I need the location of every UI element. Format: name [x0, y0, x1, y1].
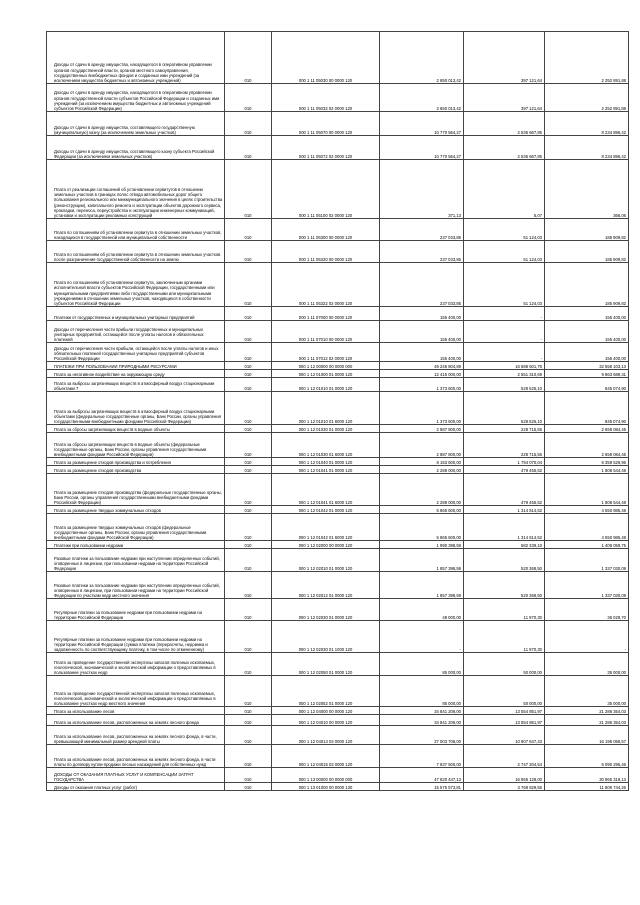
- row-plan-cell: 1 990 398,59: [380, 541, 464, 549]
- table-row: [47, 433, 629, 458]
- row-plan-cell: 15 575 573,81: [380, 783, 464, 791]
- row-fact-cell: 50 000,00: [464, 676, 545, 707]
- row-code-cell: 010: [225, 745, 272, 768]
- table-row: [47, 768, 629, 783]
- row-fact-cell: 1 314 614,52: [464, 514, 545, 541]
- row-code-cell: 010: [225, 541, 272, 549]
- row-fact-cell: 10 807 647,43: [464, 726, 545, 745]
- row-plan-cell: 371,13: [380, 160, 464, 219]
- row-fact-cell: 582 339,10: [464, 541, 545, 549]
- table-row: [47, 726, 629, 745]
- row-fact-cell: 1 794 070,04: [464, 458, 545, 466]
- row-kbk-cell: 000 1 11 05320 00 0000 120: [272, 241, 380, 263]
- table-row: [47, 370, 629, 378]
- row-fact-cell: 228 715,55: [464, 433, 545, 458]
- row-kbk-cell: 000 1 12 02050 01 0000 120: [272, 653, 380, 676]
- row-kbk-cell: 000 1 12 01010 01 6000 120: [272, 392, 380, 425]
- row-fact-cell: 397 121,64: [464, 84, 545, 112]
- row-code-cell: 010: [225, 514, 272, 541]
- row-rest-cell: 845 074,90: [545, 378, 629, 392]
- row-rest-cell: 155 400,00: [545, 343, 629, 362]
- row-name-cell: Плата за использование лесов, расположенных на землях лесного фонда: [47, 715, 225, 726]
- row-kbk-cell: 000 1 12 01000 01 0000 120: [272, 370, 380, 378]
- row-rest-cell: 11 806 744,26: [545, 783, 629, 791]
- row-rest-cell: 2 659 084,45: [545, 425, 629, 433]
- row-plan-cell: 85 000,00: [380, 653, 464, 676]
- table-row: [47, 160, 629, 219]
- row-fact-cell: 397 121,64: [464, 32, 545, 84]
- row-plan-cell: 8 153 600,00: [380, 458, 464, 466]
- table-row: [47, 84, 629, 112]
- row-plan-cell: 49 246 804,89: [380, 362, 464, 370]
- row-code-cell: 010: [225, 343, 272, 362]
- row-kbk-cell: 000 1 12 04014 02 0000 120: [272, 726, 380, 745]
- row-plan-cell: 2 650 013,42: [380, 32, 464, 84]
- row-fact-cell: -: [464, 307, 545, 321]
- row-name-cell: Плата за размещение отходов производства и потребления: [47, 458, 225, 466]
- row-code-cell: 010: [225, 241, 272, 263]
- row-plan-cell: 2 288 000,00: [380, 474, 464, 506]
- row-plan-cell: 10 770 564,27: [380, 112, 464, 136]
- row-kbk-cell: 000 1 13 00000 00 0000 000: [272, 768, 380, 783]
- row-plan-cell: 1 857 398,59: [380, 549, 464, 572]
- row-plan-cell: 2 887 800,00: [380, 425, 464, 433]
- table-row: [47, 707, 629, 715]
- row-name-cell: Разовые платежи за пользование недрами при наступлении определенных событий, оговоренных в лицензии, при пользовании недрами на территории Российской Федерации: [47, 549, 225, 572]
- row-fact-cell: 1 314 614,52: [464, 506, 545, 514]
- row-fact-cell: 13 554 851,97: [464, 715, 545, 726]
- row-kbk-cell: 000 1 12 04000 00 0000 120: [272, 707, 380, 715]
- row-rest-cell: 1 408 059,75: [545, 541, 629, 549]
- row-plan-cell: 2 650 013,42: [380, 84, 464, 112]
- row-kbk-cell: 000 1 12 01030 01 6000 120: [272, 433, 380, 458]
- row-fact-cell: 5,07: [464, 160, 545, 219]
- row-fact-cell: 11 970,30: [464, 599, 545, 621]
- row-fact-cell: 16 855 128,00: [464, 768, 545, 783]
- row-kbk-cell: 000 1 12 02030 01 0000 120: [272, 599, 380, 621]
- row-kbk-cell: 000 1 12 02030 01 1000 120: [272, 621, 380, 653]
- row-name-cell: Доходы от сдачи в аренду имущества, составляющего казну субъекта Российской Федерации (за исключением земельных участков): [47, 136, 225, 160]
- row-rest-cell: 366,06: [545, 160, 629, 219]
- row-plan-cell: 155 400,00: [380, 307, 464, 321]
- row-rest-cell: 4 550 985,48: [545, 506, 629, 514]
- row-fact-cell: 520 368,50: [464, 572, 545, 599]
- row-plan-cell: 5 865 600,00: [380, 506, 464, 514]
- row-rest-cell: 1 337 030,09: [545, 572, 629, 599]
- table-row: [47, 263, 629, 307]
- table-row: [47, 783, 629, 791]
- row-fact-cell: -: [464, 343, 545, 362]
- row-rest-cell: 21 286 354,03: [545, 715, 629, 726]
- row-kbk-cell: 000 1 11 05030 00 0000 120: [272, 32, 380, 84]
- row-plan-cell: 7 837 500,00: [380, 745, 464, 768]
- row-fact-cell: 51 124,03: [464, 263, 545, 307]
- row-rest-cell: 185 909,82: [545, 241, 629, 263]
- row-name-cell: Плата за сбросы загрязняющих веществ в водные объекты: [47, 425, 225, 433]
- row-rest-cell: 9 863 689,31: [545, 370, 629, 378]
- row-kbk-cell: 000 1 12 04015 02 0000 120: [272, 745, 380, 768]
- row-name-cell: Платежи от государственных и муниципальных унитарных предприятий: [47, 307, 225, 321]
- row-rest-cell: 32 558 103,13: [545, 362, 629, 370]
- row-code-cell: 010: [225, 572, 272, 599]
- row-code-cell: 010: [225, 653, 272, 676]
- row-fact-cell: 51 124,03: [464, 241, 545, 263]
- row-code-cell: 010: [225, 362, 272, 370]
- table-row: [47, 241, 629, 263]
- row-kbk-cell: 000 1 12 01010 01 0000 120: [272, 378, 380, 392]
- table-row: [47, 32, 629, 84]
- row-name-cell: Плата за проведение государственной экспертизы запасов полезных ископаемых, геологической, экономической и экологической информации о предоставляемых в пользование участках недр местного значения: [47, 676, 225, 707]
- row-plan-cell: 34 841 206,00: [380, 715, 464, 726]
- row-fact-cell: 479 455,52: [464, 466, 545, 474]
- row-code-cell: 010: [225, 707, 272, 715]
- table-row: [47, 676, 629, 707]
- row-plan-cell: 2 288 000,00: [380, 466, 464, 474]
- table-row: [47, 112, 629, 136]
- row-plan-cell: 2 887 800,00: [380, 433, 464, 458]
- row-plan-cell: 47 820 447,13: [380, 768, 464, 783]
- row-name-cell: Доходы от перечисления части прибыли, остающейся после уплаты налогов и иных обязательных платежей государственных унитарных предприятий субъектов Российской Федерации: [47, 343, 225, 362]
- row-plan-cell: 27 003 706,00: [380, 726, 464, 745]
- row-rest-cell: -: [545, 621, 629, 653]
- row-fact-cell: 528 525,10: [464, 378, 545, 392]
- revenue-table: [46, 31, 629, 791]
- row-fact-cell: 11 970,30: [464, 621, 545, 653]
- table-row: [47, 514, 629, 541]
- row-kbk-cell: 000 1 11 05100 02 0000 120: [272, 160, 380, 219]
- row-name-cell: Плата за сбросы загрязняющих веществ в водные объекты (федеральные государственные органы, Банк России, органы управления государственными внебюджетными фондами Российской Федерации): [47, 433, 225, 458]
- row-code-cell: 010: [225, 160, 272, 219]
- row-kbk-cell: 000 1 12 01041 01 6000 120: [272, 474, 380, 506]
- row-rest-cell: 8 234 896,42: [545, 136, 629, 160]
- row-rest-cell: 185 909,82: [545, 263, 629, 307]
- row-rest-cell: 6 359 529,96: [545, 458, 629, 466]
- row-plan-cell: 48 000,00: [380, 599, 464, 621]
- row-kbk-cell: 000 1 12 00000 00 0000 000: [272, 362, 380, 370]
- row-code-cell: 010: [225, 392, 272, 425]
- row-name-cell: Плата по соглашениям об установлении сервитута, заключенным органами исполнительной власти субъектов Российской Федерации, государственными или муниципальными предприятиями либо государственными или муниципальными учреждениями в отношении земельных участков, находящихся в собственности субъектов Российской Федерации: [47, 263, 225, 307]
- row-name-cell: Плата за размещение твердых коммунальных отходов: [47, 506, 225, 514]
- table-row: [47, 466, 629, 474]
- row-plan-cell: 1 373 600,00: [380, 392, 464, 425]
- row-code-cell: 010: [225, 676, 272, 707]
- row-name-cell: Доходы от перечисления части прибыли государственных и муниципальных унитарных предприятий, остающейся после уплаты налогов и обязательных платежей: [47, 321, 225, 343]
- row-kbk-cell: 000 1 11 05300 00 0000 120: [272, 219, 380, 241]
- row-rest-cell: 1 337 030,09: [545, 549, 629, 572]
- row-code-cell: 010: [225, 370, 272, 378]
- row-rest-cell: 16 196 058,57: [545, 726, 629, 745]
- row-name-cell: Регулярные платежи за пользование недрами при пользовании недрами на территории Российской Федерации: [47, 599, 225, 621]
- row-code-cell: 010: [225, 621, 272, 653]
- table-row: [47, 549, 629, 572]
- table-row: [47, 307, 629, 321]
- row-code-cell: 010: [225, 378, 272, 392]
- table-row: [47, 506, 629, 514]
- table-row: [47, 474, 629, 506]
- row-kbk-cell: 000 1 12 04010 00 0000 120: [272, 715, 380, 726]
- row-fact-cell: 13 554 851,97: [464, 707, 545, 715]
- row-name-cell: Доходы от сдачи в аренду имущества, составляющего государственную (муниципальную) казну (за исключением земельных участков): [47, 112, 225, 136]
- table-row: [47, 541, 629, 549]
- row-name-cell: Плата за выбросы загрязняющих веществ в атмосферный воздух стационарными объектами 7: [47, 378, 225, 392]
- row-plan-cell: 1 373 600,00: [380, 378, 464, 392]
- row-plan-cell: 237 033,85: [380, 263, 464, 307]
- row-name-cell: Плата по соглашениям об установлении сервитута в отношении земельных участков после разграничения государственной собственности на землю: [47, 241, 225, 263]
- row-rest-cell: 2 659 084,45: [545, 433, 629, 458]
- row-fact-cell: 2 535 667,85: [464, 136, 545, 160]
- row-kbk-cell: 000 1 12 01042 01 6000 120: [272, 514, 380, 541]
- row-rest-cell: 155 400,00: [545, 307, 629, 321]
- table-row: [47, 425, 629, 433]
- row-name-cell: Плата за использование лесов, расположенных на землях лесного фонда, в части платы по договору купли-продажи лесных насаждений для собственных нужд: [47, 745, 225, 768]
- row-name-cell: Доходы от оказания платных услуг (работ): [47, 783, 225, 791]
- row-kbk-cell: 000 1 12 02010 01 0000 120: [272, 549, 380, 572]
- row-code-cell: 010: [225, 219, 272, 241]
- row-name-cell: Доходы от сдачи в аренду имущества, находящегося в оперативном управлении органов государственной власти субъектов Российской Федерации и созданных ими учреждений (за исключением имущества бюджетных и автономных учреждений субъектов Российской Федерации): [47, 84, 225, 112]
- row-fact-cell: 479 455,52: [464, 474, 545, 506]
- row-fact-cell: 50 000,00: [464, 653, 545, 676]
- row-plan-cell: 155 400,00: [380, 321, 464, 343]
- row-rest-cell: 155 400,00: [545, 321, 629, 343]
- row-code-cell: 010: [225, 474, 272, 506]
- row-code-cell: 010: [225, 599, 272, 621]
- row-name-cell: Плата за проведение государственной экспертизы запасов полезных ископаемых, геологической, экономической и экологической информации о предоставляемых в пользование участках недр: [47, 653, 225, 676]
- table-row: [47, 745, 629, 768]
- row-rest-cell: 8 234 896,42: [545, 112, 629, 136]
- row-code-cell: 010: [225, 84, 272, 112]
- row-fact-cell: -: [464, 321, 545, 343]
- row-fact-cell: 228 715,55: [464, 425, 545, 433]
- row-fact-cell: 2 747 204,54: [464, 745, 545, 768]
- table-row: [47, 136, 629, 160]
- row-plan-cell: 237 033,85: [380, 219, 464, 241]
- row-rest-cell: 35 000,00: [545, 653, 629, 676]
- row-plan-cell: -: [380, 621, 464, 653]
- row-name-cell: Плата за размещение отходов производства (федеральные государственные органы, Банк России, органы управления государственными внебюджетными фондами Российской Федерации): [47, 474, 225, 506]
- row-kbk-cell: 000 1 12 01030 01 0000 120: [272, 425, 380, 433]
- table-row: [47, 458, 629, 466]
- table-row: [47, 362, 629, 370]
- row-kbk-cell: 000 1 13 01000 00 0000 130: [272, 783, 380, 791]
- row-kbk-cell: 000 1 11 07010 00 0000 120: [272, 321, 380, 343]
- row-code-cell: 010: [225, 263, 272, 307]
- row-rest-cell: 35 000,00: [545, 676, 629, 707]
- table-body: [47, 32, 629, 791]
- row-kbk-cell: 000 1 11 07012 02 0000 120: [272, 343, 380, 362]
- row-rest-cell: 4 550 985,48: [545, 514, 629, 541]
- row-plan-cell: 155 400,00: [380, 343, 464, 362]
- row-name-cell: Плата за негативное воздействие на окружающую среду: [47, 370, 225, 378]
- table-row: [47, 321, 629, 343]
- table-row: [47, 219, 629, 241]
- row-kbk-cell: 000 1 12 02012 01 0000 120: [272, 572, 380, 599]
- row-code-cell: 010: [225, 466, 272, 474]
- row-rest-cell: 5 090 295,46: [545, 745, 629, 768]
- table-row: [47, 572, 629, 599]
- row-name-cell: Плата за размещение твердых коммунальных отходов (федеральные государственные органы, Банк России, органы управления государственными внебюджетными фондами Российской Федерации): [47, 514, 225, 541]
- row-kbk-cell: 000 1 11 07000 00 0000 120: [272, 307, 380, 321]
- row-fact-cell: 2 551 310,69: [464, 370, 545, 378]
- row-rest-cell: 30 965 319,13: [545, 768, 629, 783]
- row-rest-cell: 36 029,70: [545, 599, 629, 621]
- row-name-cell: ПЛАТЕЖИ ПРИ ПОЛЬЗОВАНИИ ПРИРОДНЫМИ РЕСУРСАМИ: [47, 362, 225, 370]
- row-name-cell: Плата за размещение отходов производства: [47, 466, 225, 474]
- row-name-cell: ДОХОДЫ ОТ ОКАЗАНИЯ ПЛАТНЫХ УСЛУГ И КОМПЕНСАЦИИ ЗАТРАТ ГОСУДАРСТВА: [47, 768, 225, 783]
- row-fact-cell: 3 768 829,55: [464, 783, 545, 791]
- row-name-cell: Регулярные платежи за пользование недрами при пользовании недрами на территории Российской Федерации (сумма платежа (перерасчеты, недоимка и задолженность по соответствующему платежу, в том числе по отмененному): [47, 621, 225, 653]
- row-name-cell: Плата за использование лесов: [47, 707, 225, 715]
- row-kbk-cell: 000 1 11 05322 02 0000 120: [272, 263, 380, 307]
- table-row: [47, 653, 629, 676]
- table-row: [47, 392, 629, 425]
- row-fact-cell: 51 124,03: [464, 219, 545, 241]
- table-row: [47, 599, 629, 621]
- row-plan-cell: 237 033,85: [380, 241, 464, 263]
- row-code-cell: 010: [225, 458, 272, 466]
- row-rest-cell: 2 252 891,88: [545, 84, 629, 112]
- table-row: [47, 378, 629, 392]
- row-plan-cell: 1 857 398,59: [380, 572, 464, 599]
- row-code-cell: 010: [225, 715, 272, 726]
- row-kbk-cell: 000 1 11 05070 00 0000 120: [272, 112, 380, 136]
- row-name-cell: Плата от реализации соглашений об установлении сервитутов в отношении земельных участков в границах полос отвода автомобильных дорог общего пользования регионального или межмуниципального значения в целях строительства (реконструкции), капитального ремонта и эксплуатации объектов дорожного сервиса, прокладки, переноса, переустройства и эксплуатации инженерных коммуникаций, установки и эксплуатации рекламных конструкций: [47, 160, 225, 219]
- row-code-cell: 010: [225, 549, 272, 572]
- row-fact-cell: 16 688 501,76: [464, 362, 545, 370]
- table-row: [47, 621, 629, 653]
- row-kbk-cell: 000 1 11 05072 02 0000 120: [272, 136, 380, 160]
- row-plan-cell: 85 000,00: [380, 676, 464, 707]
- row-code-cell: 010: [225, 433, 272, 458]
- row-rest-cell: 845 074,90: [545, 392, 629, 425]
- table-row: [47, 715, 629, 726]
- row-kbk-cell: 000 1 11 05032 02 0000 120: [272, 84, 380, 112]
- row-name-cell: Разовые платежи за пользование недрами при наступлении определенных событий, оговоренных в лицензии, при пользовании недрами на территории Российской Федерации по участкам недр местного значения: [47, 572, 225, 599]
- row-name-cell: Доходы от сдачи в аренду имущества, находящегося в оперативном управлении органов государственной власти, органов местного самоуправления, государственных внебюджетных фондов и созданных ими учреждений (за исключением имущества бюджетных и автономных учреждений): [47, 32, 225, 84]
- row-rest-cell: 1 808 544,48: [545, 466, 629, 474]
- row-name-cell: Плата за выбросы загрязняющих веществ в атмосферный воздух стационарными объектами (федеральные государственные органы, Банк России, органы управления государственными внебюджетными фондами Российской Федерации): [47, 392, 225, 425]
- row-code-cell: 010: [225, 136, 272, 160]
- row-fact-cell: 2 535 667,85: [464, 112, 545, 136]
- row-plan-cell: 12 415 000,00: [380, 370, 464, 378]
- row-plan-cell: 34 841 206,00: [380, 707, 464, 715]
- row-code-cell: 010: [225, 425, 272, 433]
- row-code-cell: 010: [225, 112, 272, 136]
- row-kbk-cell: 000 1 12 02052 01 0000 120: [272, 676, 380, 707]
- row-rest-cell: 1 808 544,48: [545, 474, 629, 506]
- row-plan-cell: 5 865 600,00: [380, 514, 464, 541]
- row-code-cell: 010: [225, 783, 272, 791]
- row-rest-cell: 185 909,82: [545, 219, 629, 241]
- row-rest-cell: 2 252 891,88: [545, 32, 629, 84]
- row-kbk-cell: 000 1 12 01042 01 0000 120: [272, 506, 380, 514]
- row-kbk-cell: 000 1 12 01041 01 0000 120: [272, 466, 380, 474]
- row-name-cell: Платежи при пользовании недрами: [47, 541, 225, 549]
- row-name-cell: Плата за использование лесов, расположенных на землях лесного фонда, в части, превышающей минимальный размер арендной платы: [47, 726, 225, 745]
- row-fact-cell: 520 368,50: [464, 549, 545, 572]
- row-code-cell: 010: [225, 768, 272, 783]
- row-code-cell: 010: [225, 32, 272, 84]
- row-code-cell: 010: [225, 307, 272, 321]
- row-code-cell: 010: [225, 726, 272, 745]
- row-code-cell: 010: [225, 321, 272, 343]
- row-fact-cell: 528 525,10: [464, 392, 545, 425]
- row-name-cell: Плата по соглашениям об установлении сервитута в отношении земельных участков, находящихся в государственной или муниципальной собственности: [47, 219, 225, 241]
- row-rest-cell: 21 286 354,03: [545, 707, 629, 715]
- row-code-cell: 010: [225, 506, 272, 514]
- table-row: [47, 343, 629, 362]
- row-kbk-cell: 000 1 12 02000 00 0000 120: [272, 541, 380, 549]
- row-plan-cell: 10 770 564,27: [380, 136, 464, 160]
- row-kbk-cell: 000 1 12 01040 01 0000 120: [272, 458, 380, 466]
